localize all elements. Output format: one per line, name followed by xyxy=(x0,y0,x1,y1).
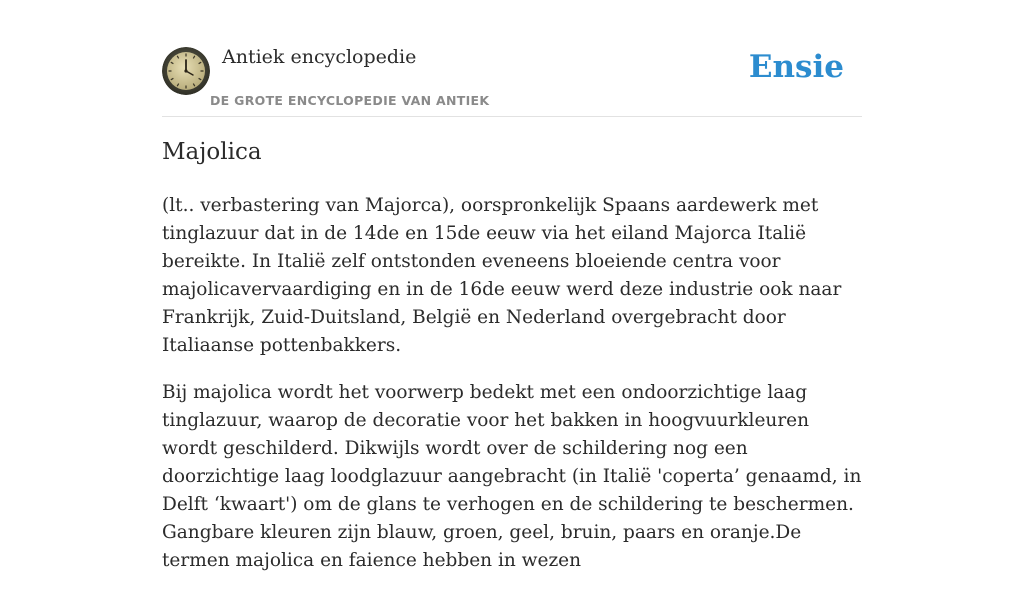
clock-icon xyxy=(162,47,210,95)
article-paragraph: Bij majolica wordt het voorwerp bedekt met een ondoorzichtige laag tinglazuur, waarop de decoratie voor het bakken in hoogvuurkleuren wordt geschilderd. Dikwijls wordt over de schildering nog een doorzichtige laag loodglazuur aangebracht (in Italië 'coperta’ genaamd, in Delft ‘kwaart') om de glans te verhogen en de schildering te beschermen. Gangbare kleuren zijn blauw, groen, geel, bruin, paars en oranje.De termen majolica en faience hebben in wezen xyxy=(162,382,862,571)
article-body xyxy=(162,192,862,594)
brand-logo[interactable]: Ensie xyxy=(748,49,844,85)
site-logo[interactable] xyxy=(162,47,210,95)
page-title: Majolica xyxy=(162,139,262,165)
article-paragraph: (lt.. verbastering van Majorca), oorspronkelijk Spaans aardewerk met tinglazuur dat in de 14de en 15de eeuw via het eiland Majorca Italië bereikte. In Italië zelf ontstonden eveneens bloeiende centra voor majolicavervaardiging en in de 16de eeuw werd deze industrie ook naar Frankrijk, Zuid-Duitsland, België en Nederland overgebracht door Italiaanse pottenbakkers. xyxy=(162,195,842,356)
site-subtitle: DE GROTE ENCYCLOPEDIE VAN ANTIEK xyxy=(210,93,490,108)
site-header xyxy=(162,40,862,117)
site-title[interactable]: Antiek encyclopedie xyxy=(222,46,417,68)
